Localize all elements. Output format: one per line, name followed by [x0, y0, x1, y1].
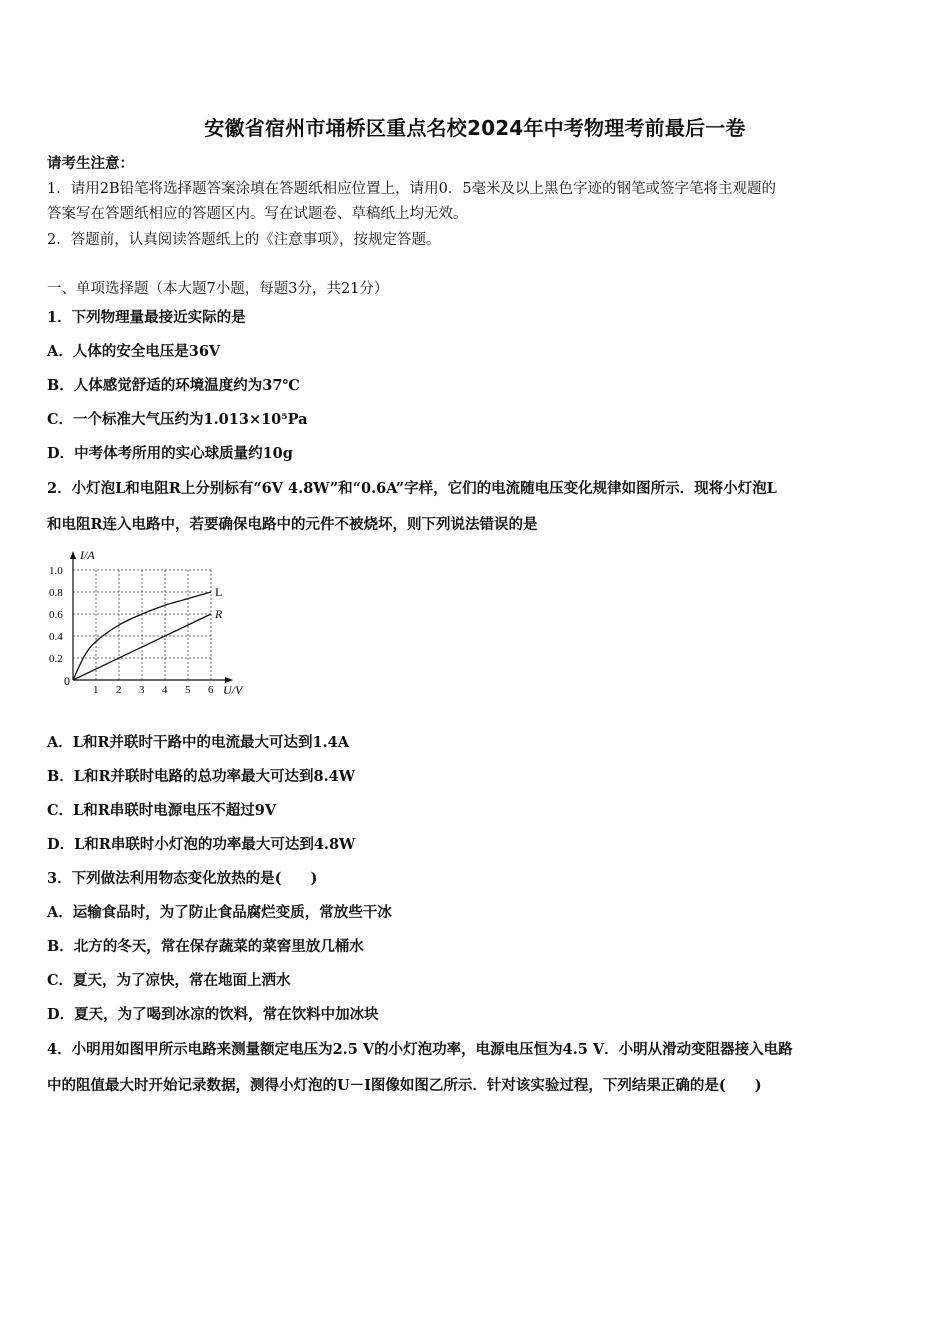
question-2-option-d: D．L和R串联时小灯泡的功率最大可达到4.8W [47, 836, 356, 853]
question-3-stem: 3．下列做法利用物态变化放热的是( ) [47, 870, 318, 887]
notice-line: 1．请用2B铅笔将选择题答案涂填在答题纸相应位置上，请用0．5毫米及以上黑色字迹的钢笔或签字笔将主观题的 [47, 181, 777, 197]
iv-graph [40, 545, 270, 705]
question-1-option-d: D．中考体考所用的实心球质量约10g [47, 445, 293, 462]
notice-line: 答案写在答题纸相应的答题区内。写在试题卷、草稿纸上均无效。 [47, 206, 468, 222]
graph-axes [70, 551, 233, 683]
y-tick-label: 0.2 [49, 653, 63, 665]
notice-line: 2．答题前，认真阅读答题纸上的《注意事项》，按规定答题。 [47, 232, 441, 248]
x-axis-label: U/V [223, 683, 243, 697]
origin-label: 0 [64, 674, 70, 688]
x-tick-label: 4 [162, 684, 168, 696]
question-3-option-a: A．运输食品时，为了防止食品腐烂变质，常放些干冰 [47, 904, 392, 921]
y-tick-label: 0.8 [49, 587, 63, 599]
x-tick-label: 3 [139, 684, 145, 696]
y-tick-label: 0.6 [49, 609, 63, 621]
question-4-stem: 4．小明用如图甲所示电路来测量额定电压为2.5 V的小灯泡功率，电源电压恒为4.5 V．小明从滑动变阻器接入电路 [47, 1041, 793, 1058]
graph-curves [73, 585, 223, 680]
question-4-stem-cont: 中的阻值最大时开始记录数据，测得小灯泡的U－I图像如图乙所示．针对该实验过程，下列结果正确的是( ) [47, 1077, 762, 1094]
question-2-option-b: B．L和R并联时电路的总功率最大可达到8.4W [47, 768, 356, 785]
series-label-R: R [215, 607, 223, 621]
question-2-option-c: C．L和R串联时电源电压不超过9V [47, 802, 277, 819]
question-1-option-a: A．人体的安全电压是36V [47, 343, 221, 360]
question-1-option-b: B．人体感觉舒适的环境温度约为37℃ [47, 377, 300, 394]
section-heading: 一、单项选择题（本大题7小题，每题3分，共21分） [47, 281, 389, 297]
series-label-L: L [215, 585, 223, 599]
question-2-stem-cont: 和电阻R连入电路中，若要确保电路中的元件不被烧坏，则下列说法错误的是 [47, 516, 538, 533]
question-3-option-d: D．夏天，为了喝到冰凉的饮料，常在饮料中加冰块 [47, 1006, 379, 1023]
question-3-option-b: B．北方的冬天，常在保存蔬菜的菜窖里放几桶水 [47, 938, 364, 955]
question-2-stem: 2．小灯泡L和电阻R上分别标有“6V 4.8W”和“0.6A”字样，它们的电流随电压变化规律如图所示．现将小灯泡L [47, 480, 777, 497]
question-2-option-a: A．L和R并联时干路中的电流最大可达到1.4A [47, 734, 349, 751]
y-tick-label: 0.4 [49, 631, 63, 643]
x-tick-label: 1 [93, 684, 99, 696]
y-axis-label: I/A [80, 548, 95, 562]
question-1-stem: 1．下列物理量最接近实际的是 [47, 309, 246, 326]
graph-ticks [49, 565, 214, 696]
x-tick-label: 5 [185, 684, 191, 696]
x-tick-label: 2 [116, 684, 122, 696]
question-1-option-c: C．一个标准大气压约为1.013×10⁵Pa [47, 411, 308, 428]
notice-heading: 请考生注意： [47, 155, 134, 172]
question-3-option-c: C．夏天，为了凉快，常在地面上洒水 [47, 972, 291, 989]
y-tick-label: 1.0 [49, 565, 63, 577]
page-title: 安徽省宿州市埇桥区重点名校2024年中考物理考前最后一卷 [204, 116, 746, 140]
y-axis-arrow [70, 551, 76, 559]
graph-grid [73, 570, 211, 680]
x-tick-label: 6 [208, 684, 214, 696]
